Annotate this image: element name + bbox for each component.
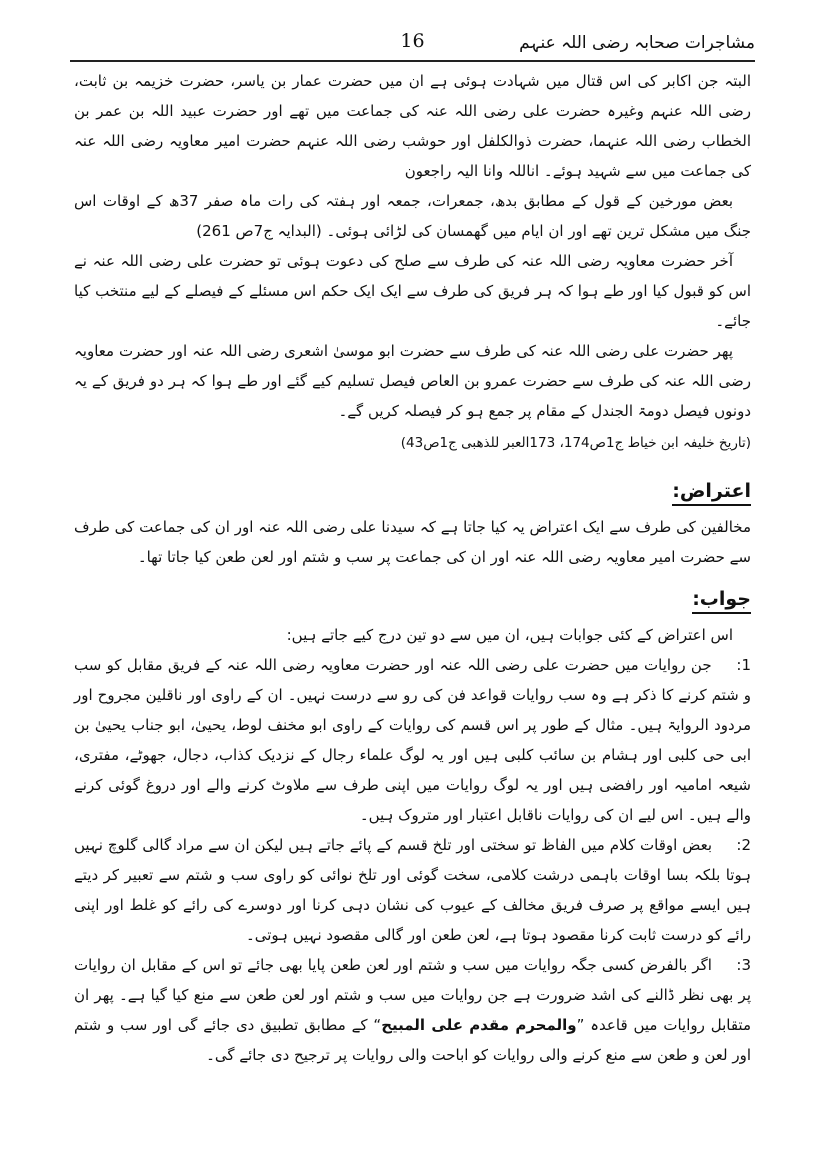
answer-section <box>74 572 751 1070</box>
answer-point-3 <box>74 950 751 1070</box>
paragraph-martyrs: البتہ جن اکابر کی اس قتال میں شہادت ہوئی ہے ان میں حضرت عمار بن یاسر، حضرت خزیمہ بن ثابت، رضی اللہ عنہم وغیرہ حضرت علی رضی اللہ عنہ کی جماعت میں تھے اور حضرت عبید اللہ بن عمر بن الخطاب رضی اللہ عنہما، حضرت ذوالکلفل اور حوشب رضی اللہ عنہم حضرت امیر معاویہ رضی اللہ عنہ کی جماعت میں سے شہید ہوئے۔ اناللہ وانا الیہ راجعون <box>74 72 751 180</box>
objection-heading: اعتراض: <box>672 478 751 506</box>
reference-citation: (تاریخ خلیفہ ابن خیاط ج1ص174، 173العبر للذھبی ج1ص43) <box>400 435 751 451</box>
answer-point-2 <box>74 830 751 950</box>
point-number: 2: <box>736 836 751 854</box>
paragraph-battle-days: بعض مورخین کے قول کے مطابق بدھ، جمعرات، جمعہ اور ہفتہ کی رات ماہ صفر 37ھ کے اوقات اس جنگ میں مشکل ترین تھے اور ان ایام میں گھمسان کی لڑائی ہوئی۔ (البدایہ ج7ص 261) <box>74 192 751 240</box>
rule-quote: والمحرم مقدم علی المبیح <box>381 1016 577 1034</box>
page-header <box>70 28 755 62</box>
point-text: بعض اوقات کلام میں الفاظ تو سختی اور تلخ قسم کے پائے جاتے ہیں لیکن ان سے مراد گالی گلوچ نہیں ہوتا بلکہ بسا اوقات باہمی درشت کلامی، سخت گوئی اور تلخ نوائی کو راوی سب و شتم سے تعبیر کر دیتے ہیں ایسے مواقع پر صرف فریق مخالف کے عیوب کی نشان دہی کرنا اور دوسرے کی رائے کو غلط اور اپنی رائے کو درست ثابت کرنا مقصود ہوتا ہے، لعن طعن اور گالی مقصود نہیں ہوتی۔ <box>74 836 751 944</box>
running-title: مشاجرات صحابہ رضی اللہ عنہم <box>519 33 755 53</box>
objection-section <box>74 464 751 572</box>
point-text-continued: “ کے مطابق تطبیق دی جائے گی اور سب و شتم اور لعن و طعن سے منع کرنے والی روایات کو اباحت والی روایات پر ترجیح دی جائے گی۔ <box>74 1016 751 1064</box>
point-text: جن روایات میں حضرت علی رضی اللہ عنہ اور حضرت معاویہ رضی اللہ عنہ کے فریق مقابل کو سب و شتم کرنے کا ذکر ہے وہ سب روایات قواعد فن کی رو سے درست نہیں۔ ان کے راوی اور ناقلین مجروح اور مردود الروایۃ ہیں۔ مثال کے طور پر اس قسم کی روایات کے راوی ابو مخنف لوط، یحییٰ، ابو جناب یحییٰ بن ابی حی کلبی اور ہشام بن سائب کلبی ہیں اور یہ لوگ علماء رجال کے نزدیک کذاب، دجال، جھوٹے، مفتری، شیعہ امامیہ اور رافضی ہیں اور یہ لوگ روایات میں اپنی طرف سے ملاوٹ کرنے والے اور دروغ گوئی کرنے والے ہیں۔ اس لیے ان کی روایات ناقابل اعتبار اور متروک ہیں۔ <box>74 656 751 824</box>
header-divider <box>70 60 755 62</box>
answer-point-1 <box>74 650 751 830</box>
paragraph-peace-call: آخر حضرت معاویہ رضی اللہ عنہ کی طرف سے صلح کی دعوت ہوئی تو حضرت علی رضی اللہ عنہ نے اس کو قبول کیا اور طے ہوا کہ ہر فریق کی طرف سے ایک ایک حکم اس مسئلے کے فیصلے کے لیے منتخب کیا جائے۔ <box>74 252 751 330</box>
paragraph-arbiters: پھر حضرت علی رضی اللہ عنہ کی طرف سے حضرت ابو موسیٰ اشعری رضی اللہ عنہ اور حضرت معاویہ رضی اللہ عنہ کی طرف سے حضرت عمرو بن العاص فیصل تسلیم کیے گئے اور طے ہوا کہ ہر دو فریق کے یہ دونوں فیصل دومۃ الجندل کے مقام پر جمع ہو کر فیصلہ کریں گے۔ <box>74 342 751 420</box>
point-text: اگر بالفرض کسی جگہ روایات میں سب و شتم اور لعن طعن پایا بھی جائے تو اس کے مقابل ان روایات پر بھی نظر ڈالنے کی اشد ضرورت ہے جن روایات میں سب و شتم اور لعن طعن سے منع کیا گیا ہے۔ پھر ان متقابل روایات میں قاعدہ ” <box>74 956 751 1034</box>
point-number: 1: <box>736 656 752 674</box>
page-number: 16 <box>400 30 425 52</box>
answer-intro: اس اعتراض کے کئی جوابات ہیں، ان میں سے دو تین درج کیے جاتے ہیں: <box>286 626 733 644</box>
answer-heading: جواب: <box>692 586 751 614</box>
objection-text: مخالفین کی طرف سے ایک اعتراض یہ کیا جاتا ہے کہ سیدنا علی رضی اللہ عنہ اور ان کی جماعت کی طرف سے حضرت امیر معاویہ رضی اللہ عنہ اور ان کی جماعت پر سب و شتم اور لعن طعن کیا جاتا تھا۔ <box>74 518 751 566</box>
point-number: 3: <box>736 956 751 974</box>
page-body <box>74 66 751 1070</box>
